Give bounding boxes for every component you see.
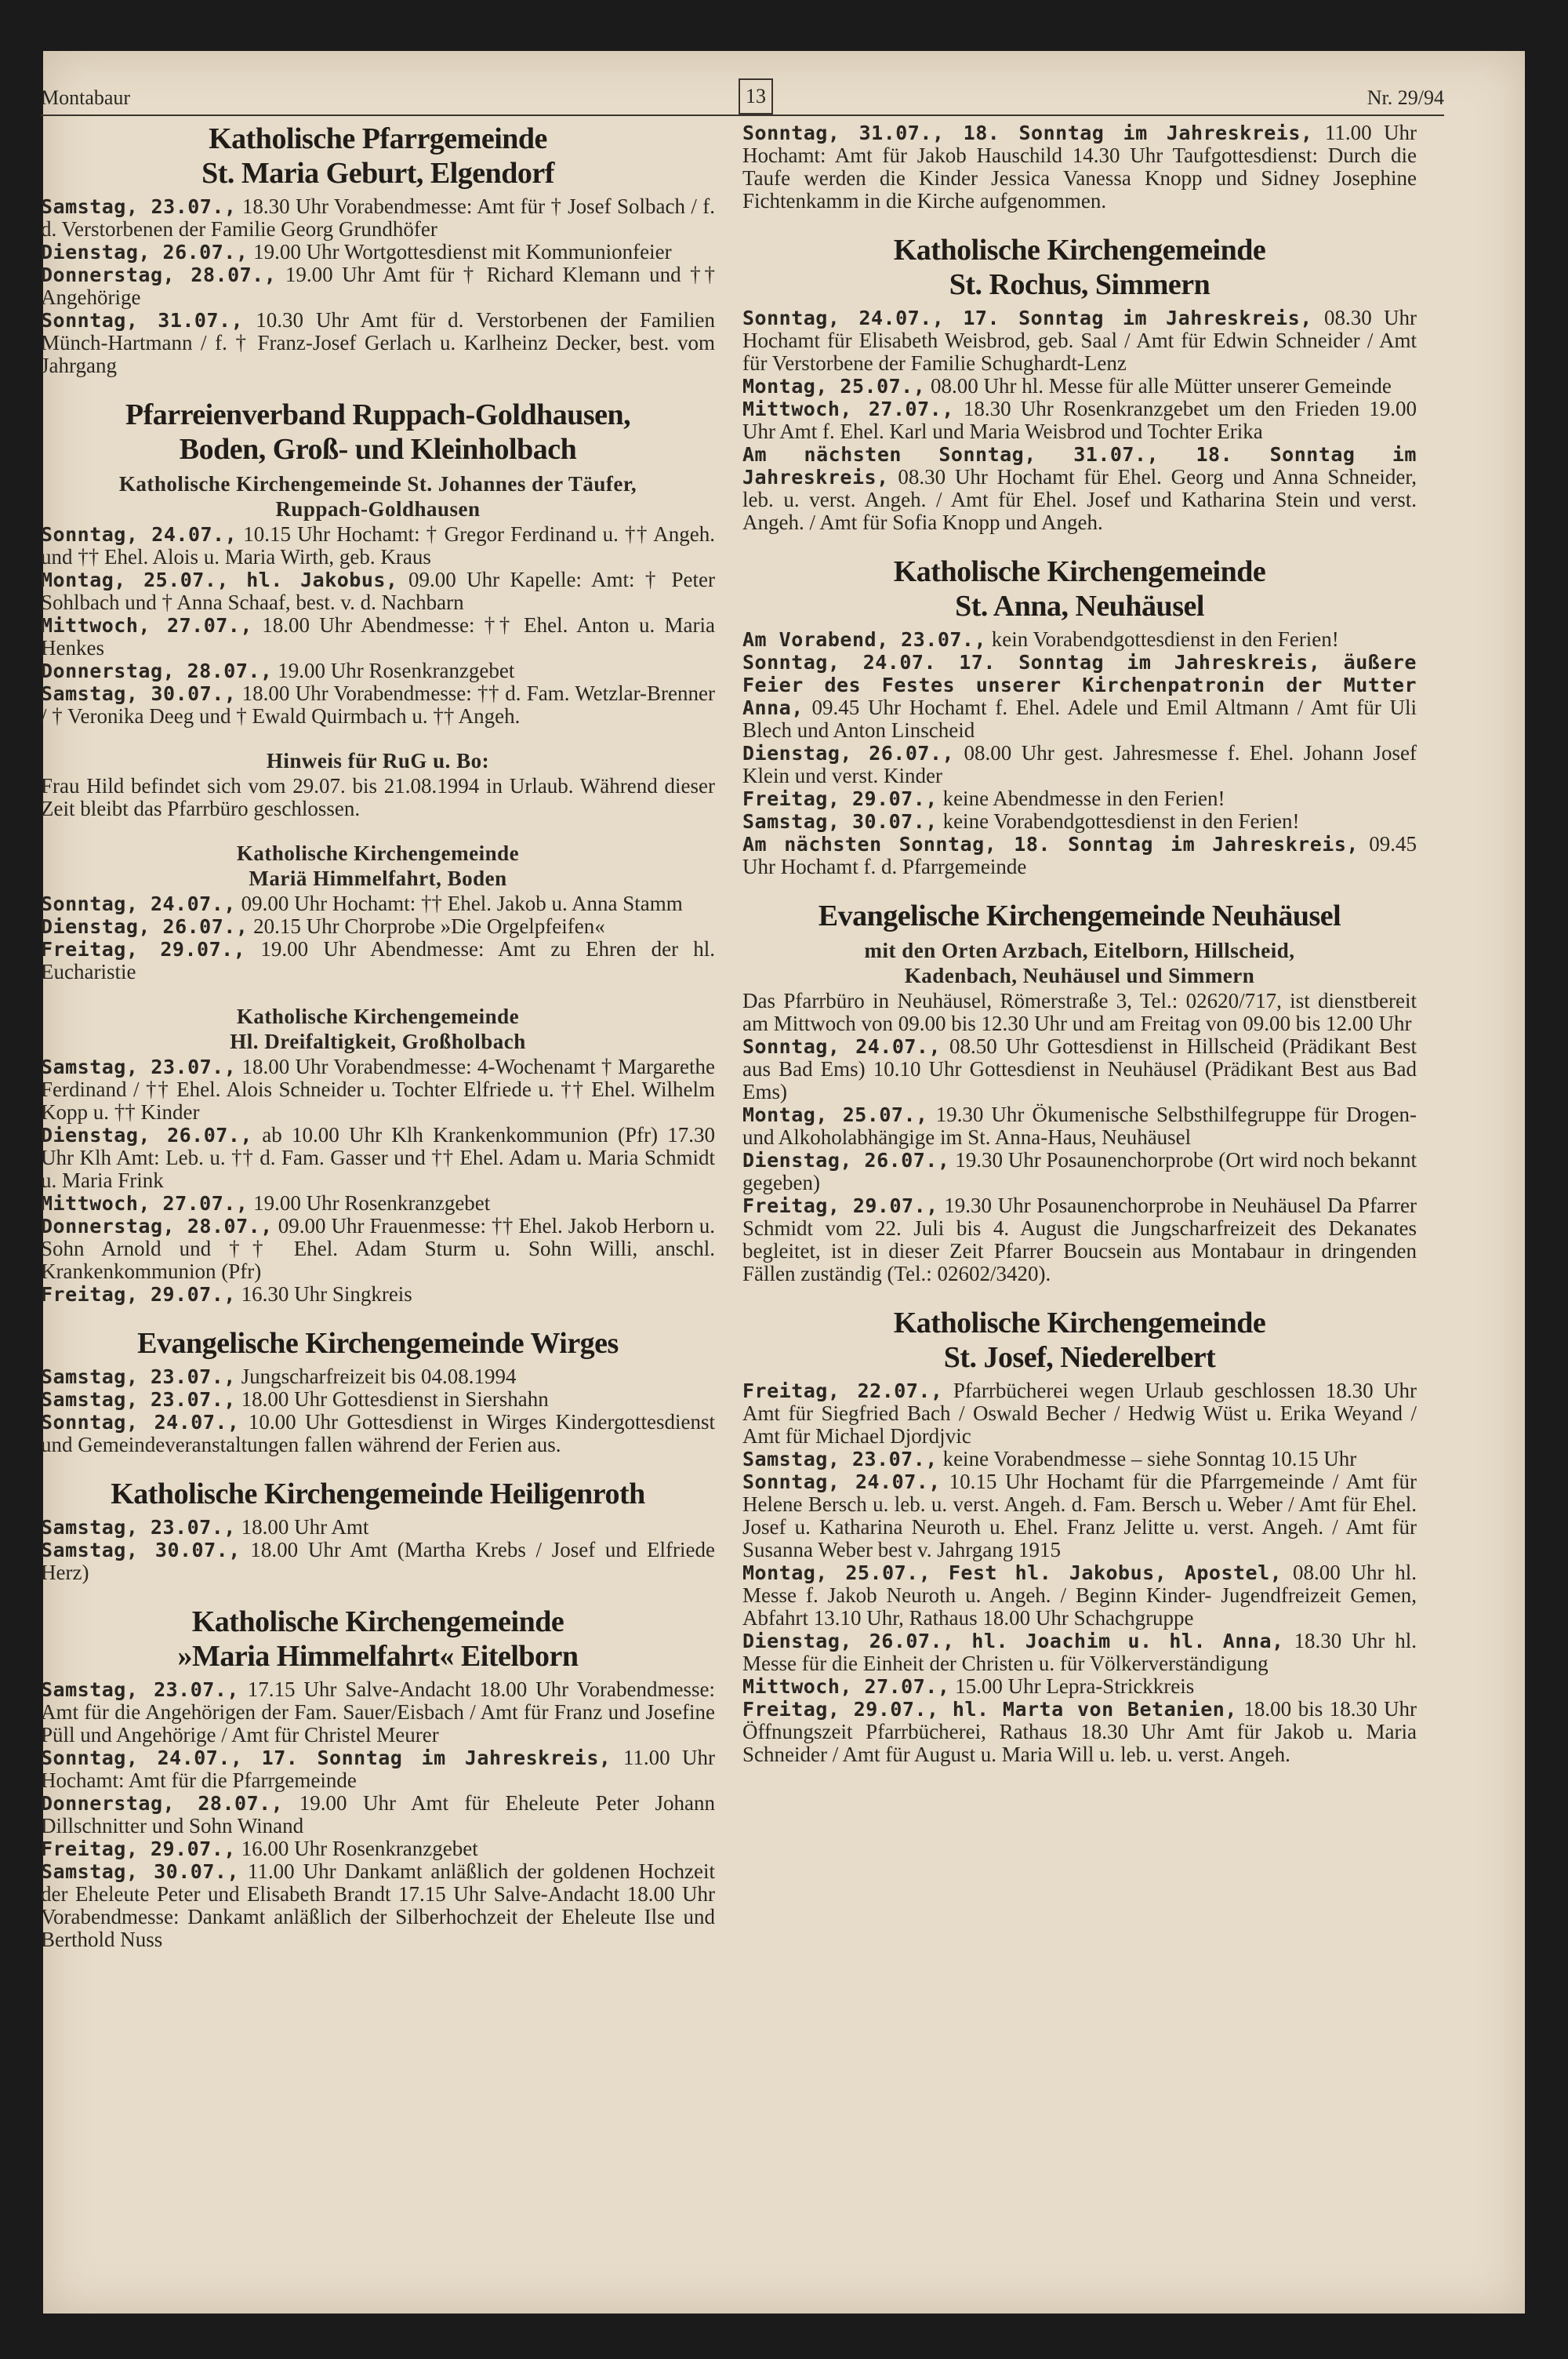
header-place: Montabaur (41, 86, 131, 109)
entry-date: Sonntag, 24.07., 17. Sonntag im Jahreskreis, (742, 307, 1312, 329)
parish-section (41, 1605, 715, 1951)
service-entry (41, 1124, 715, 1192)
entry-date: Sonntag, 24.07., (742, 1470, 941, 1493)
entry-text: 08.50 Uhr Gottesdienst in Hillscheid (Prädikant Best aus Bad Ems) 10.10 Uhr Gottesdienst in Neuhäusel (Prädikant Best aus Bad Ems) (742, 1034, 1417, 1103)
entry-text: 09.00 Uhr Kapelle: Amt: † Peter Sohlbach und † Anna Schaaf, best. v. d. Nachbarn (41, 568, 715, 614)
entry-text: 10.30 Uhr Amt für d. Verstorbenen der Familien Münch-Hartmann / f. † Franz-Josef Gerlach u. Karlheinz Decker, best. vom Jahrgang (41, 308, 715, 377)
entry-date: Mittwoch, 27.07., (742, 398, 954, 420)
entry-text: 20.15 Uhr Chorprobe »Die Orgelpfeifen« (248, 914, 605, 938)
entry-text: 15.00 Uhr Lepra-Strickkreis (949, 1674, 1195, 1698)
entry-text: 16.30 Uhr Singkreis (235, 1282, 412, 1306)
entry-text: 18.00 Uhr Abendmesse: †† Ehel. Anton u. Maria Henkes (41, 613, 715, 660)
parish-section (41, 398, 715, 728)
entry-date: Samstag, 23.07., (41, 1056, 237, 1078)
section-title: Katholische Pfarrgemeinde St. Maria Geburt, Elgendorf (201, 122, 554, 190)
entry-date: Am nächsten Sonntag, 31.07., 18. Sonntag im Jahreskreis, (742, 443, 1417, 489)
entry-text: 19.30 Uhr Posaunenchorprobe (Ort wird noch bekannt gegeben) (742, 1148, 1417, 1194)
service-entry (742, 1630, 1417, 1675)
section-title: Evangelische Kirchengemeinde Wirges (137, 1327, 619, 1360)
section-subtitle: mit den Orten Arzbach, Eitelborn, Hillscheid, Kadenbach, Neuhäusel und Simmern (864, 939, 1295, 987)
entry-date: Sonntag, 31.07., 18. Sonntag im Jahreskreis, (742, 122, 1313, 144)
service-entry (742, 1103, 1417, 1149)
entry-date: Montag, 25.07., (742, 375, 926, 398)
service-entry (41, 241, 715, 264)
entry-date: Dienstag, 26.07., hl. Joachim u. hl. Anna, (742, 1630, 1284, 1652)
service-entry (742, 833, 1417, 878)
service-entry (742, 122, 1417, 213)
entry-date: Donnerstag, 28.07., (41, 660, 273, 682)
left-column (41, 122, 715, 1972)
entry-text: 18.00 Uhr Gottesdienst in Siershahn (235, 1387, 549, 1411)
entry-text: 09.45 Uhr Hochamt f. d. Pfarrgemeinde (742, 832, 1417, 878)
header-rule (41, 114, 1444, 116)
service-entry (742, 1149, 1417, 1194)
service-entry (41, 1365, 715, 1388)
section-title: Katholische Kirchengemeinde St. Rochus, Simmern (893, 234, 1266, 301)
entry-text: 19.00 Uhr Wortgottesdienst mit Kommunionfeier (248, 240, 672, 264)
entry-date: Samstag, 30.07., (41, 682, 237, 705)
entry-text: keine Abendmesse in den Ferien! (937, 787, 1225, 810)
service-entry (742, 307, 1417, 375)
entry-date: Sonntag, 24.07. 17. Sonntag im Jahreskreis, äußere Feier des Festes unserer Kirchenpatronin der Mutter Anna, (742, 651, 1417, 719)
service-entry (742, 742, 1417, 787)
entry-text: Pfarrbücherei wegen Urlaub geschlossen 18.30 Uhr Amt für Siegfried Bach / Oswald Becher / Hedwig Wüst u. Erika Weyand / Amt für Michael Djordjvic (742, 1379, 1417, 1448)
entry-date: Sonntag, 31.07., (41, 309, 244, 332)
entry-date: Dienstag, 26.07., (41, 241, 249, 264)
service-entry (742, 1470, 1417, 1561)
service-entry (742, 810, 1417, 833)
section-subtitle: Hinweis für RuG u. Bo: (266, 749, 490, 772)
service-entry (41, 1837, 715, 1860)
service-entry (742, 443, 1417, 534)
service-entry (41, 309, 715, 377)
entry-date: Mittwoch, 27.07., (742, 1675, 950, 1698)
service-entry (742, 1379, 1417, 1448)
entry-date: Sonntag, 24.07., (41, 523, 238, 546)
service-entry (41, 1516, 715, 1539)
entry-date: Freitag, 29.07., (41, 938, 246, 961)
entry-text: 16.00 Uhr Rosenkranzgebet (235, 1837, 478, 1860)
parish-section (41, 748, 715, 820)
entry-text: 19.30 Uhr Posaunenchorprobe in Neuhäusel Da Pfarrer Schmidt vom 22. Juli bis 4. August die Jungscharfreizeit des Dekanates begleitet, ist in dieser Zeit Pfarrer Boucsein aus Montabaur in dringenden Fällen zuständig (Tel.: 02602/3420). (742, 1194, 1417, 1285)
service-entry (41, 523, 715, 569)
entry-date: Montag, 25.07., (742, 1103, 928, 1126)
entry-text: 17.15 Uhr Salve-Andacht 18.00 Uhr Vorabendmesse: Amt für die Angehörigen der Fam. Sauer/Eisbach / Amt für Franz und Josefine Püll und Angehörige / Amt für Christel Meurer (41, 1677, 715, 1747)
section-title: Katholische Kirchengemeinde St. Anna, Neuhäusel (893, 555, 1266, 623)
header-issue: Nr. 29/94 (1367, 86, 1444, 109)
entry-text: 19.00 Uhr Amt für Eheleute Peter Johann Dillschnitter und Sohn Winand (41, 1791, 715, 1837)
service-entry (742, 375, 1417, 398)
entry-text: 19.00 Uhr Abendmesse: Amt zu Ehren der hl. Eucharistie (41, 937, 715, 983)
entry-text: 10.15 Uhr Hochamt: † Gregor Ferdinand u. †† Angeh. und †† Ehel. Alois u. Maria Wirth, geb. Kraus (41, 522, 715, 569)
service-entry (742, 651, 1417, 742)
entry-text: kein Vorabendgottesdienst in den Ferien! (986, 627, 1339, 651)
parish-section (41, 841, 715, 983)
entry-date: Samstag, 23.07., (41, 1678, 239, 1701)
entry-text: keine Vorabendgottesdienst in den Ferien! (937, 809, 1300, 833)
entry-date: Samstag, 30.07., (41, 1860, 239, 1883)
parish-section (41, 1004, 715, 1306)
entry-text: Frau Hild befindet sich vom 29.07. bis 21.08.1994 in Urlaub. Während dieser Zeit bleibt das Pfarrbüro geschlossen. (41, 774, 715, 820)
entry-date: Donnerstag, 28.07., (41, 1792, 284, 1815)
service-entry (41, 1747, 715, 1792)
entry-date: Freitag, 29.07., (742, 1194, 938, 1217)
entry-text: 19.00 Uhr Rosenkranzgebet (248, 1191, 491, 1215)
entry-date: Montag, 25.07., Fest hl. Jakobus, Apostel, (742, 1561, 1283, 1584)
entry-text: 09.45 Uhr Hochamt f. Ehel. Adele und Emil Altmann / Amt für Uli Blech und Anton Linscheid (742, 696, 1417, 742)
entry-text: 08.00 Uhr gest. Jahresmesse f. Ehel. Johann Josef Klein und verst. Kinder (742, 741, 1417, 787)
section-title: Pfarreienverband Ruppach-Goldhausen, Boden, Groß- und Kleinholbach (125, 398, 631, 466)
service-entry (41, 915, 715, 938)
service-entry (41, 775, 715, 820)
entry-date: Freitag, 29.07., hl. Marta von Betanien, (742, 1698, 1237, 1721)
service-entry (41, 1192, 715, 1215)
parish-section (41, 1477, 715, 1584)
entry-date: Dienstag, 26.07., (41, 1124, 252, 1147)
entry-date: Donnerstag, 28.07., (41, 1215, 273, 1238)
service-entry (742, 1448, 1417, 1470)
entry-date: Mittwoch, 27.07., (41, 1192, 249, 1215)
entry-text: 19.30 Uhr Ökumenische Selbsthilfegruppe für Drogen- und Alkoholabhängige im St. Anna-Haus, Neuhäusel (742, 1103, 1417, 1149)
service-entry (41, 938, 715, 983)
section-title: Katholische Kirchengemeinde Heiligenroth (111, 1478, 645, 1510)
service-entry (41, 1539, 715, 1584)
entry-text: 11.00 Uhr Hochamt: Amt für die Pfarrgemeinde (41, 1746, 715, 1792)
service-entry (41, 660, 715, 682)
parish-section (742, 899, 1417, 1285)
entry-text: keine Vorabendmesse – siehe Sonntag 10.15 Uhr (937, 1447, 1357, 1470)
entry-date: Sonntag, 24.07., (41, 1411, 240, 1434)
entry-date: Samstag, 23.07., (41, 1365, 236, 1388)
service-entry (41, 1792, 715, 1837)
service-entry (742, 628, 1417, 651)
entry-text: 18.00 Uhr Vorabendmesse: 4-Wochenamt † Margarethe Ferdinand / †† Ehel. Alois Schneider u. Tochter Elfriede u. †† Ehel. Wilhelm Kopp u. †† Kinder (41, 1055, 715, 1124)
service-entry (742, 1561, 1417, 1630)
parish-section (742, 554, 1417, 878)
entry-text: 18.30 Uhr Rosenkranzgebet um den Frieden 19.00 Uhr Amt f. Ehel. Karl und Maria Weisbrod und Tochter Erika (742, 397, 1417, 443)
entry-date: Freitag, 22.07., (742, 1379, 943, 1402)
entry-date: Sonntag, 24.07., (742, 1035, 942, 1058)
entry-date: Freitag, 29.07., (742, 787, 938, 810)
service-entry (742, 398, 1417, 443)
entry-text: 19.00 Uhr Rosenkranzgebet (272, 659, 515, 682)
service-entry (742, 1698, 1417, 1766)
entry-date: Donnerstag, 28.07., (41, 264, 277, 286)
parish-section (742, 122, 1417, 213)
page-header (41, 78, 1444, 118)
entry-text: 18.00 Uhr Vorabendmesse: †† d. Fam. Wetzlar-Brenner / † Veronika Deeg und † Ewald Quirmbach u. †† Angeh. (41, 682, 715, 728)
service-entry (41, 682, 715, 728)
entry-date: Samstag, 23.07., (41, 1516, 236, 1539)
service-entry (41, 1215, 715, 1283)
entry-text: 19.00 Uhr Amt für † Richard Klemann und †† Angehörige (41, 263, 715, 309)
service-entry (41, 614, 715, 660)
parish-section (742, 233, 1417, 534)
entry-text: 18.00 bis 18.30 Uhr Öffnungszeit Pfarrbücherei, Rathaus 18.30 Uhr Amt für Jakob u. Maria Schneider / Amt für August u. Maria Will u. leb. u. verst. Angeh. (742, 1697, 1417, 1766)
entry-text: 18.00 Uhr Amt (235, 1515, 369, 1539)
service-entry (41, 1860, 715, 1951)
entry-text: 18.00 Uhr Amt (Martha Krebs / Josef und Elfriede Herz) (41, 1538, 715, 1584)
entry-text: 10.00 Uhr Gottesdienst in Wirges Kindergottesdienst und Gemeindeveranstaltungen fallen während der Ferien aus. (41, 1410, 715, 1456)
service-entry (742, 787, 1417, 810)
entry-date: Dienstag, 26.07., (742, 1149, 950, 1172)
entry-date: Sonntag, 24.07., (41, 892, 236, 915)
entry-date: Montag, 25.07., hl. Jakobus, (41, 569, 398, 591)
entry-text: 08.30 Uhr Hochamt für Ehel. Georg und Anna Schneider, leb. u. verst. Angeh. / Amt für Ehel. Josef und Katharina Stein und verst. Angeh. / Amt für Sofia Knopp und Angeh. (742, 465, 1417, 534)
service-entry (41, 1411, 715, 1456)
entry-date: Samstag, 23.07., (742, 1448, 938, 1470)
entry-date: Dienstag, 26.07., (742, 742, 955, 765)
service-entry (41, 892, 715, 915)
entry-text: 09.00 Uhr Frauenmesse: †† Ehel. Jakob Herborn u. Sohn Arnold und †† Ehel. Adam Sturm u. Sohn Willi, anschl. Krankenkommunion (Pfr) (41, 1214, 715, 1283)
entry-text: 08.00 Uhr hl. Messe für alle Mütter unserer Gemeinde (925, 374, 1392, 398)
service-entry (41, 1283, 715, 1306)
parish-section (41, 1326, 715, 1456)
entry-text: Das Pfarrbüro in Neuhäusel, Römerstraße 3, Tel.: 02620/717, ist dienstbereit am Mittwoch von 09.00 bis 12.30 Uhr und am Freitag von 09.00 bis 12.00 Uhr (742, 989, 1417, 1035)
entry-date: Am nächsten Sonntag, 18. Sonntag im Jahreskreis, (742, 833, 1359, 856)
entry-text: 18.30 Uhr Vorabendmesse: Amt für † Josef Solbach / f. d. Verstorbenen der Familie Georg Grundhöfer (41, 194, 715, 241)
section-title: Katholische Kirchengemeinde St. Josef, Niederelbert (893, 1307, 1266, 1374)
right-column (742, 122, 1417, 1787)
entry-text: 09.00 Uhr Hochamt: †† Ehel. Jakob u. Anna Stamm (235, 892, 683, 915)
parish-section (742, 1306, 1417, 1766)
entry-date: Samstag, 30.07., (742, 810, 938, 833)
service-entry (742, 990, 1417, 1035)
entry-date: Freitag, 29.07., (41, 1283, 236, 1306)
service-entry (41, 1678, 715, 1747)
section-subtitle: Katholische Kirchengemeinde Hl. Dreifaltigkeit, Großholbach (230, 1005, 526, 1053)
entry-date: Mittwoch, 27.07., (41, 614, 252, 637)
entry-date: Samstag, 23.07., (41, 195, 237, 218)
entry-text: 11.00 Uhr Dankamt anläßlich der goldenen Hochzeit der Eheleute Peter und Elisabeth Brandt 17.15 Uhr Salve-Andacht 18.00 Uhr Vorabendmesse: Dankamt anläßlich der Silberhochzeit der Eheleute Ilse und Berthold Nuss (41, 1859, 715, 1951)
entry-date: Sonntag, 24.07., 17. Sonntag im Jahreskreis, (41, 1747, 612, 1769)
section-title: Katholische Kirchengemeinde »Maria Himmelfahrt« Eitelborn (177, 1605, 579, 1673)
section-title: Evangelische Kirchengemeinde Neuhäusel (818, 900, 1341, 932)
entry-text: 08.30 Uhr Hochamt für Elisabeth Weisbrod, geb. Saal / Amt für Edwin Schneider / Amt für Verstorbene der Familie Schughardt-Lenz (742, 306, 1417, 375)
service-entry (41, 264, 715, 309)
entry-text: 11.00 Uhr Hochamt: Amt für Jakob Hauschild 14.30 Uhr Taufgottesdienst: Durch die Taufe werden die Kinder Jessica Vanessa Knopp und Sidney Josephine Fichtenkamm in die Kirche aufgenommen. (742, 121, 1417, 213)
entry-date: Samstag, 23.07., (41, 1388, 236, 1411)
entry-text: ab 10.00 Uhr Klh Krankenkommunion (Pfr) 17.30 Uhr Klh Amt: Leb. u. †† d. Fam. Gasser und †† Ehel. Adam u. Maria Schmidt u. Maria Frink (41, 1123, 716, 1192)
service-entry (41, 1388, 715, 1411)
entry-date: Samstag, 30.07., (41, 1539, 241, 1561)
service-entry (41, 569, 715, 614)
entry-text: 08.00 Uhr hl. Messe f. Jakob Neuroth u. Angeh. / Beginn Kinder- Jugendfreizeit Gemen, Abfahrt 13.10 Uhr, Rathaus 18.00 Uhr Schachgruppe (742, 1561, 1417, 1630)
header-page-number: 13 (739, 78, 773, 114)
entry-text: 18.30 Uhr hl. Messe für die Einheit der Christen u. für Völkerverständigung (742, 1629, 1417, 1675)
service-entry (742, 1035, 1417, 1103)
service-entry (742, 1194, 1417, 1285)
entry-date: Am Vorabend, 23.07., (742, 628, 987, 651)
entry-text: Jungscharfreizeit bis 04.08.1994 (235, 1365, 517, 1388)
service-entry (742, 1675, 1417, 1698)
entry-text: 10.15 Uhr Hochamt für die Pfarrgemeinde / Amt für Helene Bersch u. leb. u. verst. Angeh. d. Fam. Bersch u. Weber / Amt für Ehel. Josef u. Katharina Neuroth u. Ehel. Franz Jelitte u. verst. Angeh. / Amt für Susanna Weber best v. Jahrgang 1915 (742, 1470, 1417, 1561)
entry-date: Freitag, 29.07., (41, 1837, 236, 1860)
service-entry (41, 195, 715, 241)
parish-section (41, 122, 715, 377)
service-entry (41, 1056, 715, 1124)
section-subtitle: Katholische Kirchengemeinde St. Johannes der Täufer, Ruppach-Goldhausen (118, 472, 637, 521)
section-subtitle: Katholische Kirchengemeinde Mariä Himmelfahrt, Boden (236, 841, 520, 890)
entry-date: Dienstag, 26.07., (41, 915, 249, 938)
